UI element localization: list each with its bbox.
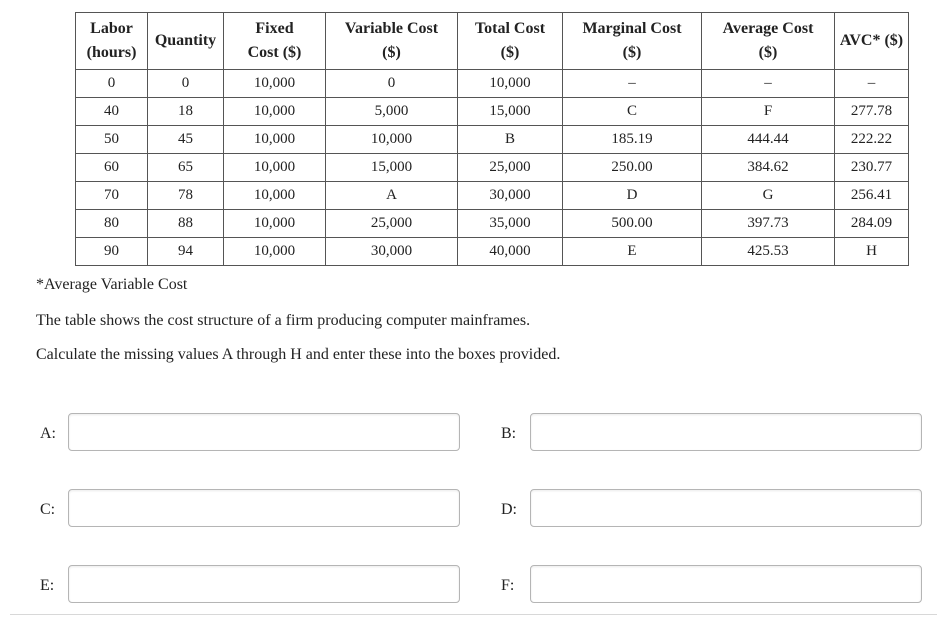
answer-a-input[interactable] xyxy=(68,413,460,451)
table-row xyxy=(76,126,909,154)
table-row xyxy=(76,238,909,266)
table-cell: 425.53 xyxy=(702,238,835,266)
table-cell: 45 xyxy=(148,126,224,154)
table-cell: 60 xyxy=(76,154,148,182)
table-cell: 70 xyxy=(76,182,148,210)
table-cell: 65 xyxy=(148,154,224,182)
table-cell: 10,000 xyxy=(224,182,326,210)
header-fixed-cost: Fixed Cost ($) xyxy=(224,13,326,70)
table-cell: D xyxy=(563,182,702,210)
table-cell: 5,000 xyxy=(326,98,458,126)
table-cell: H xyxy=(835,238,909,266)
label-e: E: xyxy=(40,577,55,594)
label-b: B: xyxy=(501,425,517,442)
cost-table xyxy=(75,12,909,266)
table-header-row xyxy=(76,13,909,70)
table-cell: 277.78 xyxy=(835,98,909,126)
table-cell: 0 xyxy=(76,70,148,98)
answer-c-input[interactable] xyxy=(68,489,460,527)
answer-b-input[interactable] xyxy=(530,413,922,451)
instruction-text: Calculate the missing values A through H and enter these into the boxes provided. xyxy=(36,346,561,363)
table-cell: 10,000 xyxy=(224,70,326,98)
table-cell: 78 xyxy=(148,182,224,210)
bottom-divider xyxy=(10,614,937,615)
table-cell: 10,000 xyxy=(224,210,326,238)
header-quantity: Quantity xyxy=(148,13,224,70)
table-cell: 10,000 xyxy=(224,238,326,266)
table-cell: 10,000 xyxy=(326,126,458,154)
table-cell: 94 xyxy=(148,238,224,266)
table-cell: 384.62 xyxy=(702,154,835,182)
table-cell: 444.44 xyxy=(702,126,835,154)
table-cell: 25,000 xyxy=(326,210,458,238)
table-cell: 40,000 xyxy=(458,238,563,266)
table-row xyxy=(76,70,909,98)
table-cell: 10,000 xyxy=(458,70,563,98)
footnote: *Average Variable Cost xyxy=(36,276,188,293)
answer-f-input[interactable] xyxy=(530,565,922,603)
table-cell: – xyxy=(563,70,702,98)
header-marginal-cost: Marginal Cost ($) xyxy=(563,13,702,70)
label-a: A: xyxy=(40,425,56,442)
header-labor: Labor (hours) xyxy=(76,13,148,70)
header-variable-cost: Variable Cost ($) xyxy=(326,13,458,70)
table-cell: G xyxy=(702,182,835,210)
label-f: F: xyxy=(501,577,515,594)
header-avc: AVC* ($) xyxy=(835,13,909,70)
table-cell: 10,000 xyxy=(224,126,326,154)
table-cell: 0 xyxy=(326,70,458,98)
label-d: D: xyxy=(501,501,517,518)
table-cell: 185.19 xyxy=(563,126,702,154)
table-row xyxy=(76,98,909,126)
table-cell: E xyxy=(563,238,702,266)
table-cell: C xyxy=(563,98,702,126)
table-cell: 0 xyxy=(148,70,224,98)
table-cell: B xyxy=(458,126,563,154)
table-cell: 50 xyxy=(76,126,148,154)
table-cell: 80 xyxy=(76,210,148,238)
table-cell: – xyxy=(835,70,909,98)
table-cell: 256.41 xyxy=(835,182,909,210)
table-cell: 500.00 xyxy=(563,210,702,238)
label-c: C: xyxy=(40,501,56,518)
table-cell: 397.73 xyxy=(702,210,835,238)
table-cell: 284.09 xyxy=(835,210,909,238)
header-total-cost: Total Cost ($) xyxy=(458,13,563,70)
table-cell: 90 xyxy=(76,238,148,266)
table-cell: 250.00 xyxy=(563,154,702,182)
description-text: The table shows the cost structure of a firm producing computer mainframes. xyxy=(36,312,531,329)
table-cell: 10,000 xyxy=(224,98,326,126)
table-cell: 40 xyxy=(76,98,148,126)
table-cell: F xyxy=(702,98,835,126)
table-cell: 35,000 xyxy=(458,210,563,238)
table-cell: 10,000 xyxy=(224,154,326,182)
answer-e-input[interactable] xyxy=(68,565,460,603)
table-row xyxy=(76,210,909,238)
table-cell: – xyxy=(702,70,835,98)
table-row xyxy=(76,154,909,182)
table-row xyxy=(76,182,909,210)
table-cell: 18 xyxy=(148,98,224,126)
table-cell: 15,000 xyxy=(326,154,458,182)
table-cell: 30,000 xyxy=(326,238,458,266)
table-cell: 25,000 xyxy=(458,154,563,182)
header-average-cost: Average Cost ($) xyxy=(702,13,835,70)
table-cell: 30,000 xyxy=(458,182,563,210)
table-cell: 222.22 xyxy=(835,126,909,154)
table-cell: 88 xyxy=(148,210,224,238)
table-cell: 15,000 xyxy=(458,98,563,126)
table-cell: 230.77 xyxy=(835,154,909,182)
table-cell: A xyxy=(326,182,458,210)
answer-d-input[interactable] xyxy=(530,489,922,527)
